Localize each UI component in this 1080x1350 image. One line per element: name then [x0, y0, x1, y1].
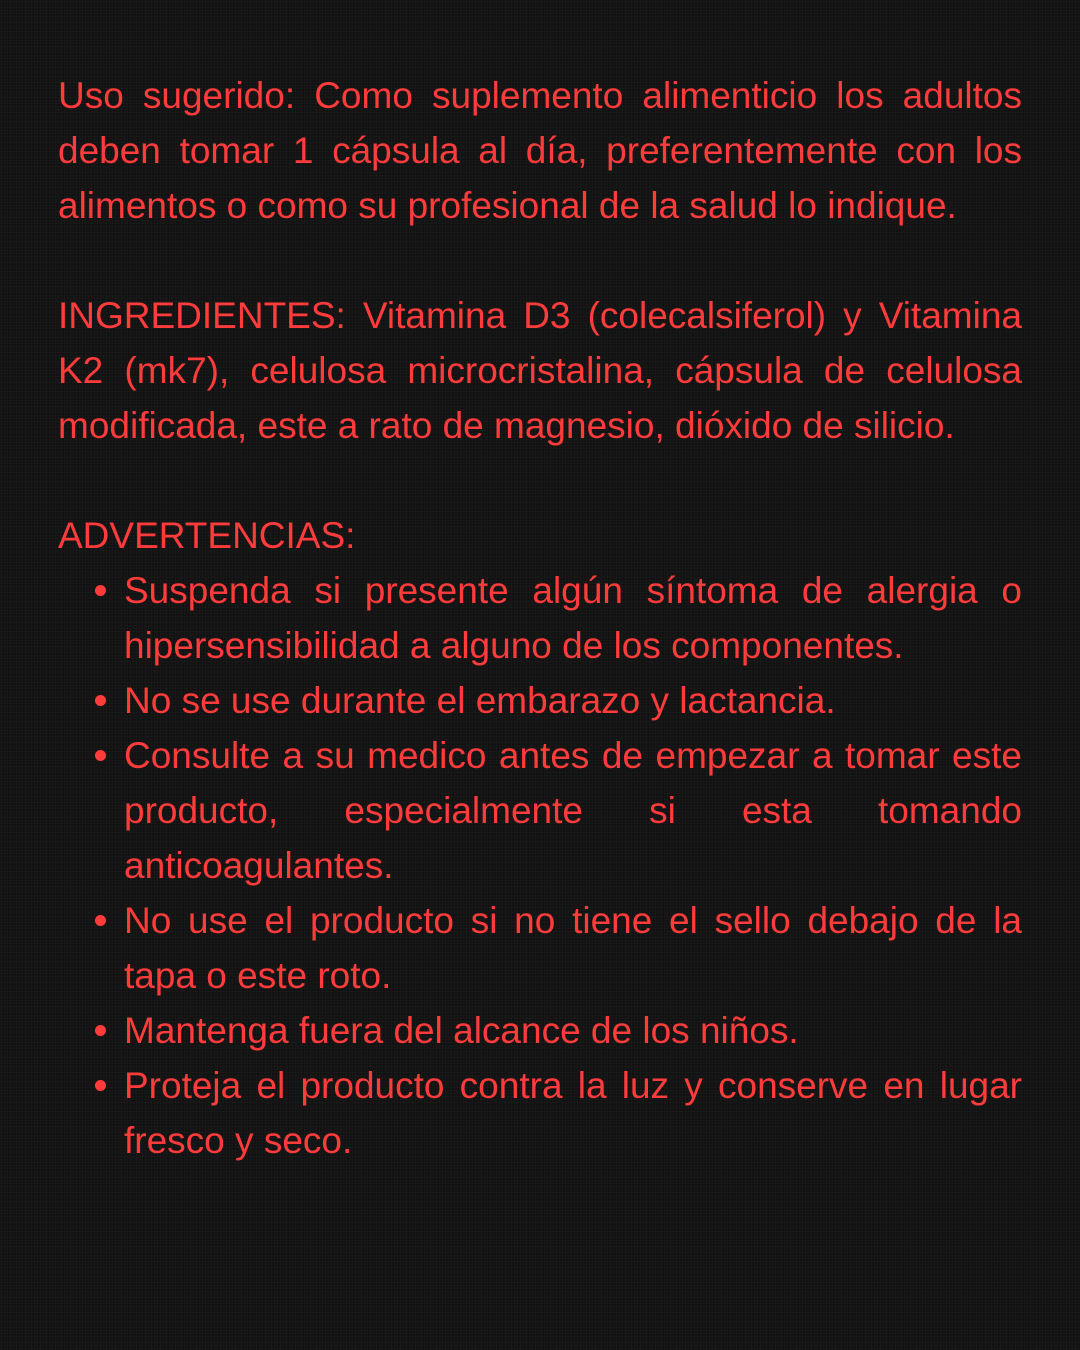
warning-item [58, 563, 1022, 673]
warning-item [58, 1003, 1022, 1058]
warning-text: Mantenga fuera del alcance de los niños. [124, 1010, 799, 1051]
warning-item [58, 893, 1022, 1003]
warning-text: Suspenda si presente algún síntoma de alergia o hipersensibilidad a alguno de los componentes. [124, 570, 1022, 666]
warning-text: No use el producto si no tiene el sello debajo de la tapa o este roto. [124, 900, 1022, 996]
bullet-icon [95, 585, 106, 596]
warning-text: Consulte a su medico antes de empezar a tomar este producto, especialmente si esta tomando anticoagulantes. [124, 735, 1022, 886]
spacer [58, 453, 1022, 508]
warnings-list [58, 563, 1022, 1168]
warnings-heading: ADVERTENCIAS: [58, 515, 356, 556]
warning-item [58, 728, 1022, 893]
ingredients-paragraph: INGREDIENTES: Vitamina D3 (colecalsiferol) y Vitamina K2 (mk7), celulosa microcristalina, cápsula de celulosa modificada, este a rato de magnesio, dióxido de silicio. [58, 295, 1022, 446]
bullet-icon [95, 915, 106, 926]
warning-item [58, 673, 1022, 728]
bullet-icon [95, 1080, 106, 1091]
spacer [58, 233, 1022, 288]
bullet-icon [95, 750, 106, 761]
label-content [58, 68, 1022, 1168]
warning-text: No se use durante el embarazo y lactancia. [124, 680, 836, 721]
bullet-icon [95, 1025, 106, 1036]
warning-text: Proteja el producto contra la luz y conserve en lugar fresco y seco. [124, 1065, 1022, 1161]
bullet-icon [95, 695, 106, 706]
warning-item [58, 1058, 1022, 1168]
usage-paragraph: Uso sugerido: Como suplemento alimenticio los adultos deben tomar 1 cápsula al día, preferentemente con los alimentos o como su profesional de la salud lo indique. [58, 75, 1022, 226]
